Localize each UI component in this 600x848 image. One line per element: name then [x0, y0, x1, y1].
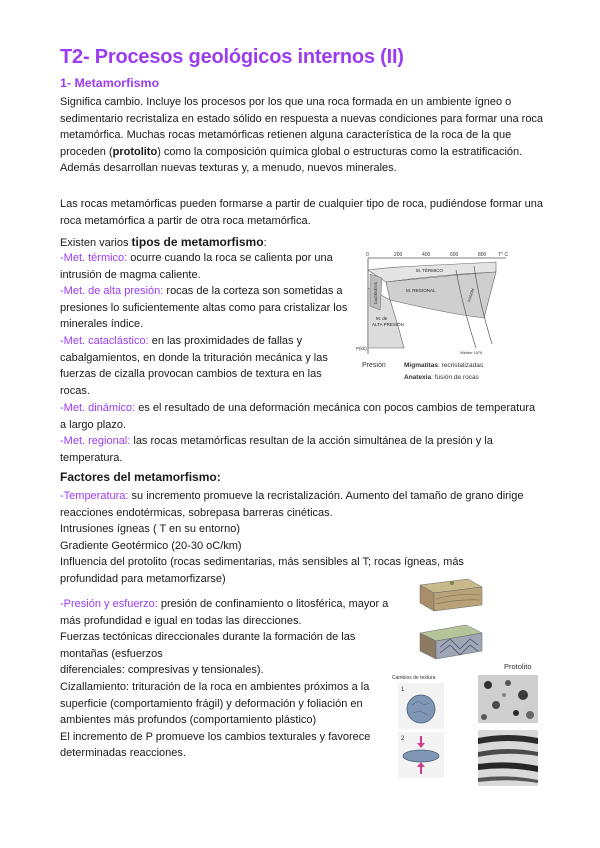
t-tick-0: 0: [366, 252, 369, 258]
differential-stress-line: diferenciales: compresivas y tensionales).: [60, 664, 264, 677]
anatexia-caption: Anatexia: fusión de rocas: [404, 374, 479, 381]
pt-diagram-svg: [356, 248, 528, 360]
paragraph-definition: Significa cambio. Incluye los procesos por los que una roca formada en un ambiente ígneo o sedimentario recristaliza en estado sólido en respuesta a nuevas condiciones para formar una roca metamórfica. Muchas rocas metamórficas retienen alguna característica de la roca de la que proceden (protolito) como la composición química global o estructuras como la estratificación. Además desarrollan nuevas texturas y, a menudo, nuevos minerales.: [60, 96, 544, 175]
zone-high-pressure-1: M. de: [376, 316, 388, 321]
migmatitas-caption: Migmatitas: recristalizadas: [404, 362, 484, 369]
pressure-section: [60, 596, 395, 762]
rock-photo-gneiss-svg: [478, 730, 538, 786]
t-tick-3: 600: [450, 252, 459, 258]
metamorphism-pt-diagram: [356, 248, 528, 360]
pressure-paragraph: -Presión y esfuerzo: presión de confinamiento o litosférica, mayor a más profundidad e igual en todas las direcciones.: [60, 598, 389, 627]
factors-temperature: [60, 488, 544, 554]
rock-photo-granite: [478, 675, 538, 723]
section-heading-metamorfismo: 1- Metamorfismo: [60, 76, 160, 90]
zone-diagenesis: DIAGÉNESIS: [374, 282, 378, 304]
temperature-paragraph: -Temperatura: su incremento promueve la recristalización. Aumento del tamaño de grano dirige reacciones endotérmicas, sobrepasa barreras cinéticas.: [60, 490, 524, 519]
block-diagram-1: [416, 573, 486, 615]
type-high-pressure: -Met. de alta presión: rocas de la corteza son sometidas a presiones lo suficientemente altas como para cristalizar los minerales índice.: [60, 285, 348, 331]
zone-fusion: FUSIÓN: [467, 288, 476, 303]
block-diagram-1-svg: [416, 573, 486, 615]
type-cataclastic: -Met. cataclástico: en las proximidades de fallas y cabalgamientos, en donde la trituración mecánica y las fuerzas de cizalla provocan cambios de textura en las rocas.: [60, 334, 328, 397]
tectonic-forces-line: Fuerzas tectónicas direccionales durante la formación de las montañas (esfuerzos: [60, 631, 356, 660]
zone-thermal: M. TÉRMICO: [416, 268, 443, 273]
intrusions-line: Intrusiones ígneas ( T en su entorno): [60, 523, 240, 536]
block-diagram-2-svg: [416, 619, 486, 663]
texture-change-2-svg: [398, 732, 444, 778]
geothermal-gradient-line: Gradiente Geotérmico (20-30 oC/km): [60, 539, 242, 552]
type-thermal: -Met. térmico: ocurre cuando la roca se calienta por una intrusión de magma caliente.: [60, 252, 333, 281]
t-tick-4: 800: [478, 252, 487, 258]
rock-photo-granite-svg: [478, 675, 538, 723]
pressure-axis-label: Presión: [362, 362, 386, 369]
step-number-1: 1: [401, 687, 405, 693]
paragraph-origin: Las rocas metamórficas pueden formarse a partir de cualquier tipo de roca, pudiéndose formar una roca metamórfica a partir de otra roca metamórfica.: [60, 198, 544, 227]
zone-regional: M. REGIONAL: [406, 288, 436, 293]
type-dynamic: -Met. dinámico: es el resultado de una deformación mecánica con pocos cambios de temperatura a largo plazo.: [60, 402, 536, 431]
protolito-label: Protolito: [504, 662, 532, 671]
protolith-influence: Influencia del protolito (rocas sedimentarias, más sensibles al T; rocas ígneas, más profundidad para metamorfizarse): [60, 556, 464, 585]
texture-change-1: [398, 683, 444, 729]
protolito-term: protolito: [112, 145, 158, 158]
t-tick-2: 400: [422, 252, 431, 258]
texture-change-1-svg: [398, 683, 444, 729]
types-intro: Existen varios tipos de metamorfismo:: [60, 235, 267, 249]
types-list-left: [60, 250, 350, 399]
texture-changes-label: Cambios de textura: [392, 675, 436, 681]
step-number-2: 2: [401, 736, 405, 742]
diagram-credit: Winkler 1976: [460, 351, 483, 355]
factors-heading: Factores del metamorfismo:: [60, 470, 221, 484]
rock-photo-gneiss: [478, 730, 538, 786]
type-regional: -Met. regional: las rocas metamórficas resultan de la acción simultánea de la presión y la temperatura.: [60, 435, 493, 464]
block-diagram-2: [416, 619, 486, 663]
t-axis-label: T° C: [498, 252, 509, 258]
zone-high-pressure-2: ALTA PRESIÓN: [372, 322, 404, 327]
texture-change-2: [398, 732, 444, 778]
shearing-paragraph: Cizallamiento: trituración de la roca en ambientes próximos a la superficie (comportamiento frágil) y deformación y foliación en ambientes más profundos (comportamiento plástico): [60, 680, 370, 727]
page-title: T2- Procesos geológicos internos (II): [60, 46, 404, 68]
types-list-full: [60, 400, 544, 466]
pressure-increase-line: El incremento de P promueve los cambios texturales y favorece determinadas reacciones.: [60, 730, 371, 760]
t-tick-1: 200: [394, 252, 403, 258]
p-axis-label: P(kb): [356, 346, 367, 351]
